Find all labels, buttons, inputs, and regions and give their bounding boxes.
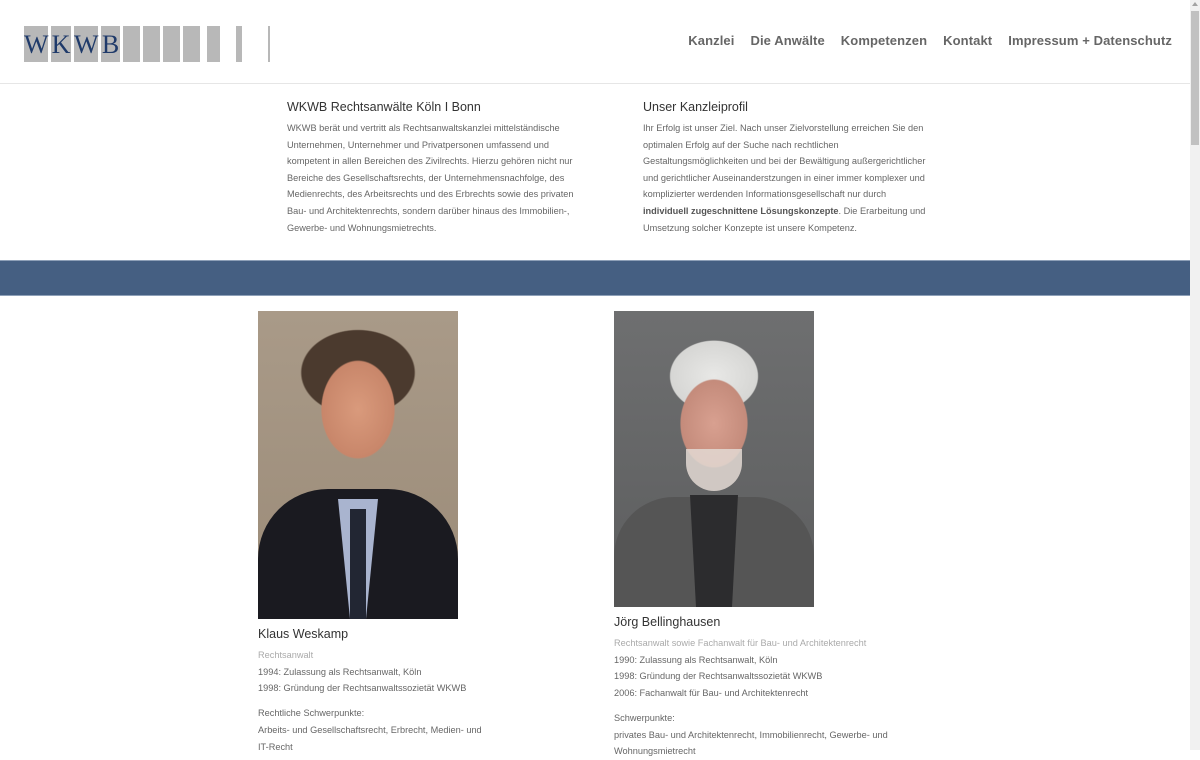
lawyer-name: Jörg Bellinghausen xyxy=(614,615,721,629)
photo-joerg-bellinghausen xyxy=(614,311,814,607)
logo-letter-k: K xyxy=(51,26,71,62)
lawyer-card-bellinghausen xyxy=(614,615,914,760)
logo-block xyxy=(183,26,200,62)
nav-kanzlei[interactable]: Kanzlei xyxy=(688,33,735,48)
focus-text: IT-Recht xyxy=(258,741,293,752)
nav-impressum-datenschutz[interactable]: Impressum + Datenschutz xyxy=(1008,33,1172,48)
site-header xyxy=(0,0,1190,84)
intro-right-text: Ihr Erfolg ist unser Ziel. Nach unser Zielvorstellung erreichen Sie den optimalen Erfolg auf der Suche nach rechtlichen Gestaltungsmöglichkeiten und bei der Bewältigung außergerichtlicher und gerichtlicher Auseinanderstzungen in einer immer komplexer und komplizierter werdenden Informationsgesellschaft nur durch xyxy=(643,123,926,200)
logo-letter-w1: W xyxy=(24,26,48,62)
timeline-item: 1990: Zulassung als Rechtsanwalt, Köln xyxy=(614,654,778,665)
photo-beard xyxy=(686,449,742,491)
logo-block xyxy=(123,26,140,62)
logo-block xyxy=(163,26,180,62)
logo-letter-b: B xyxy=(101,26,120,62)
nav-kontakt[interactable]: Kontakt xyxy=(943,33,993,48)
vertical-scrollbar[interactable] xyxy=(1190,0,1200,750)
timeline-item: 1998: Gründung der Rechtsanwaltssozietät WKWB xyxy=(614,671,823,682)
intro-left-column xyxy=(287,100,577,236)
scroll-up-arrow-icon[interactable] xyxy=(1192,2,1198,6)
lawyer-card-weskamp xyxy=(258,627,558,755)
lawyer-name: Klaus Weskamp xyxy=(258,627,349,641)
lawyer-role: Rechtsanwalt sowie Fachanwalt für Bau- und Architektenrecht xyxy=(614,638,867,648)
logo-block xyxy=(236,26,242,62)
focus-text: Wohnungsmietrecht xyxy=(614,746,696,757)
nav-die-anwaelte[interactable]: Die Anwälte xyxy=(750,33,825,48)
focus-text: privates Bau- und Architektenrecht, Immobilienrecht, Gewerbe- und xyxy=(614,729,888,740)
photo-klaus-weskamp xyxy=(258,311,458,619)
focus-label: Schwerpunkte: xyxy=(614,712,675,723)
intro-right-title: Unser Kanzleiprofil xyxy=(643,100,748,114)
wkwb-logo[interactable] xyxy=(24,26,274,62)
photo-tie xyxy=(350,509,366,619)
scrollbar-thumb[interactable] xyxy=(1191,11,1199,145)
intro-left-title: WKWB Rechtsanwälte Köln I Bonn xyxy=(287,100,481,114)
intro-right-text-end: . Die Erarbeitung und Umsetzung solcher Konzepte ist unsere Kompetenz. xyxy=(643,205,926,233)
blue-divider-band xyxy=(0,260,1190,296)
focus-text: Arbeits- und Gesellschaftsrecht, Erbrecht, Medien- und xyxy=(258,724,482,735)
focus-label: Rechtliche Schwerpunkte: xyxy=(258,708,365,719)
intro-right-body xyxy=(643,120,933,236)
timeline-item: 1994: Zulassung als Rechtsanwalt, Köln xyxy=(258,666,422,677)
timeline-item: 2006: Fachanwalt für Bau- und Architektenrecht xyxy=(614,688,809,699)
intro-right-bold-text: individuell zugeschnittene Lösungskonzepte xyxy=(643,205,839,216)
intro-left-body: WKWB berät und vertritt als Rechtsanwaltskanzlei mittelständische Unternehmen, Unternehmer und Privatpersonen umfassend und kompetent in allen Bereichen des Zivilrechts. Hierzu gehören nicht nur Bereiche des Gesellschaftsrechts, der Unternehmensnachfolge, des Medienrechts, des Arbeitsrechts und des Erbrechts sowie des privaten Bau- und Architektenrechts, sondern darüber hinaus des Immobilien-, Gewerbe- und Wohnungsmietrechts. xyxy=(287,123,574,233)
nav-kompetenzen[interactable]: Kompetenzen xyxy=(840,33,928,48)
lawyer-role: Rechtsanwalt xyxy=(258,650,314,660)
timeline-item: 1998: Gründung der Rechtsanwaltssozietät WKWB xyxy=(258,683,467,694)
logo-block xyxy=(207,26,220,62)
logo-letter-w2: W xyxy=(74,26,98,62)
logo-divider-line xyxy=(268,26,270,62)
main-nav xyxy=(672,33,1172,48)
logo-block xyxy=(143,26,160,62)
intro-right-column xyxy=(643,100,933,236)
